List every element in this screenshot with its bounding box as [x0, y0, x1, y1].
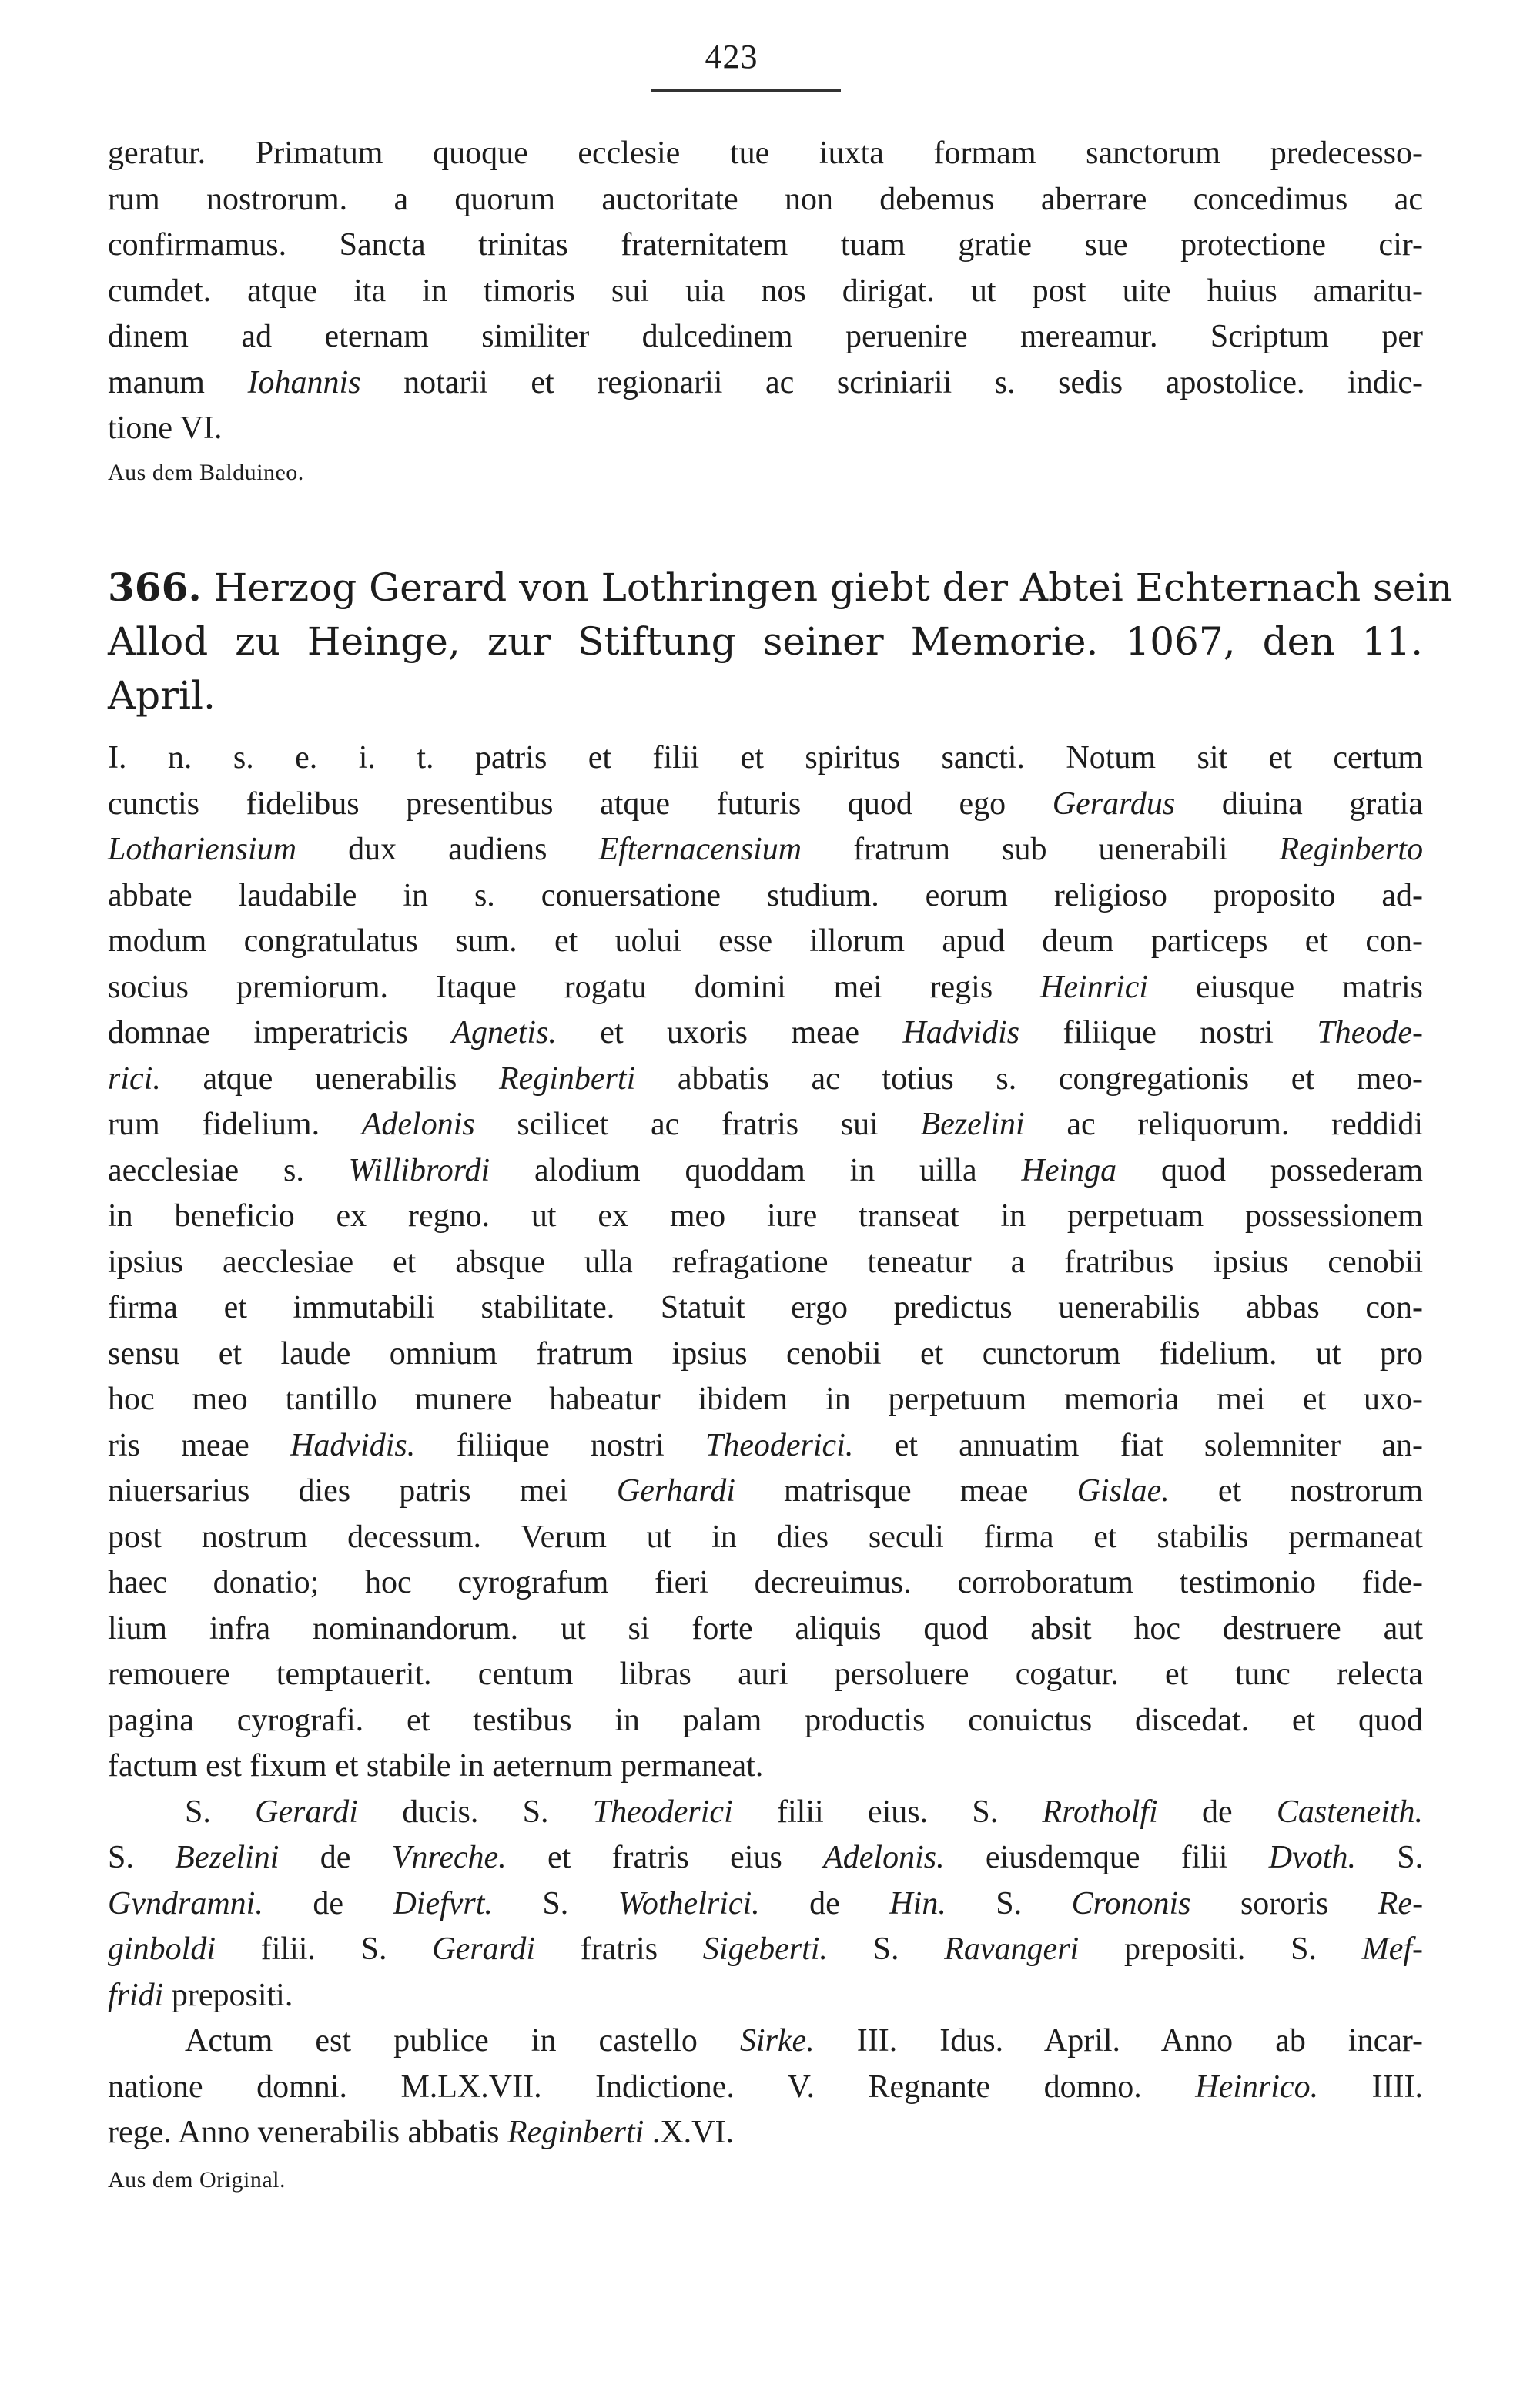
- text-line: tione VI.: [108, 410, 223, 446]
- name-johannis: Iohannis: [247, 364, 361, 400]
- text-line: ris meae Hadvidis. filiique nostri Theoderici. et annuatim fiat solemniter an-: [108, 1427, 1424, 1463]
- text-line: geratur. Primatum quoque ecclesie tue iuxta formam sanctorum predecesso-: [108, 136, 1423, 171]
- text-line: abbate laudabile in s. conuersatione studium. eorum religioso proposito ad-: [108, 877, 1423, 913]
- text-line: fridi prepositi.: [108, 1977, 293, 2013]
- text-line: rum nostrorum. a quorum auctoritate non debemus aberrare concedimus ac: [108, 181, 1423, 217]
- text-line: S. Bezelini de Vnreche. et fratris eius Adelonis. eiusdemque filii Dvoth. S.: [108, 1840, 1424, 1875]
- text-line: Lothariensium dux audiens Efternacensium fratrum sub uenerabili Reginberto: [108, 832, 1424, 867]
- source-note: Aus dem Balduineo.: [108, 459, 304, 485]
- charter-text: [108, 735, 1423, 1790]
- text-line: remouere temptauerit. centum libras auri persoluere cogatur. et tunc relecta: [108, 1657, 1423, 1692]
- text-line: confirmamus. Sancta trinitas fraternitatem tuam gratie sue protectione cir-: [108, 227, 1423, 263]
- text-line: rum fidelium. Adelonis scilicet ac fratris sui Bezelini ac reliquorum. reddidi: [108, 1107, 1424, 1142]
- text-line: dinem ad eternam similiter dulcedinem peruenire mereamur. Scriptum per: [108, 319, 1423, 354]
- text-line: firma et immutabili stabilitate. Statuit ergo predictus uenerabilis abbas con-: [108, 1290, 1423, 1325]
- witness-list: [108, 1790, 1423, 2019]
- text-line: rici. atque uenerabilis Reginberti abbatis ac totius s. congregationis et meo-: [108, 1060, 1424, 1097]
- text-line: hoc meo tantillo munere habeatur ibidem in perpetuum memoria mei et uxo-: [108, 1382, 1423, 1417]
- text-line: domnae imperatricis Agnetis. et uxoris meae Hadvidis filiique nostri Theode-: [108, 1015, 1424, 1050]
- text-line: manum Iohannis notarii et regionarii ac scriniarii s. sedis apostolice. indic-: [108, 364, 1424, 400]
- entry-title: 366. Herzog Gerard von Lothringen giebt der Abtei Echternach sein Allod zu Heinge, zur Stiftung seiner Memorie. 1067, den 11. April.: [108, 565, 1453, 718]
- text-line: ginboldi filii. S. Gerardi fratris Sigeberti. S. Ravangeri prepositi. S. Mef-: [108, 1931, 1424, 1967]
- text-line: haec donatio; hoc cyrografum fieri decreuimus. corroboratum testimonio fide-: [108, 1565, 1423, 1600]
- text-line: socius premiorum. Itaque rogatu domini mei regis Heinrici eiusque matris: [108, 969, 1424, 1005]
- intro-paragraph: [108, 131, 1423, 452]
- text-line: cumdet. atque ita in timoris sui uia nos dirigat. ut post uite huius amaritu-: [108, 273, 1423, 309]
- page-number-rule: [651, 89, 841, 92]
- text-line: cunctis fidelibus presentibus atque futuris quod ego Gerardus diuina gratia: [108, 786, 1424, 822]
- text-line: in beneficio ex regno. ut ex meo iure transeat in perpetuam possessionem: [108, 1198, 1423, 1234]
- dating-clause: [108, 2019, 1423, 2156]
- text-line: factum est fixum et stabile in aeternum permaneat.: [108, 1748, 764, 1784]
- text-line: I. n. s. e. i. t. patris et filii et spiritus sancti. Notum sit et certum: [108, 740, 1423, 776]
- text-line: post nostrum decessum. Verum ut in dies seculi firma et stabilis permaneat: [108, 1519, 1423, 1555]
- text-line: natione domni. M.LX.VII. Indictione. V. Regnante domno. Heinrico. IIII.: [108, 2069, 1424, 2105]
- entry-body: [108, 735, 1423, 2193]
- text-line: Gvndramni. de Diefvrt. S. Wothelrici. de Hin. S. Crononis sororis Re-: [108, 1885, 1424, 1921]
- entry-number: 366.: [108, 565, 202, 610]
- text-line: S. Gerardi ducis. S. Theoderici filii eius. S. Rrotholfi de Casteneith.: [185, 1794, 1424, 1830]
- page-number: 423: [705, 38, 758, 75]
- text-line: ipsius aecclesiae et absque ulla refragatione teneatur a fratribus ipsius cenobii: [108, 1244, 1423, 1280]
- text-line: modum congratulatus sum. et uolui esse illorum apud deum particeps et con-: [108, 923, 1423, 959]
- entry-heading: [108, 561, 1453, 722]
- text-line: niuersarius dies patris mei Gerhardi matrisque meae Gislae. et nostrorum: [108, 1473, 1423, 1509]
- intro-block: [108, 131, 1423, 486]
- text-line: aecclesiae s. Willibrordi alodium quoddam in uilla Heinga quod possederam: [108, 1152, 1424, 1188]
- text-line: Actum est publice in castello Sirke. III. Idus. April. Anno ab incar-: [185, 2023, 1424, 2059]
- source-note: Aus dem Original.: [108, 2166, 286, 2193]
- text-line: rege. Anno venerabilis abbatis Reginberti .X.VI.: [108, 2115, 734, 2150]
- text-line: sensu et laude omnium fratrum ipsius cenobii et cunctorum fidelium. ut pro: [108, 1335, 1423, 1372]
- text-line: lium infra nominandorum. ut si forte aliquis quod absit hoc destruere aut: [108, 1610, 1423, 1647]
- text-line: pagina cyrografi. et testibus in palam productis conuictus discedat. et quod: [108, 1702, 1423, 1738]
